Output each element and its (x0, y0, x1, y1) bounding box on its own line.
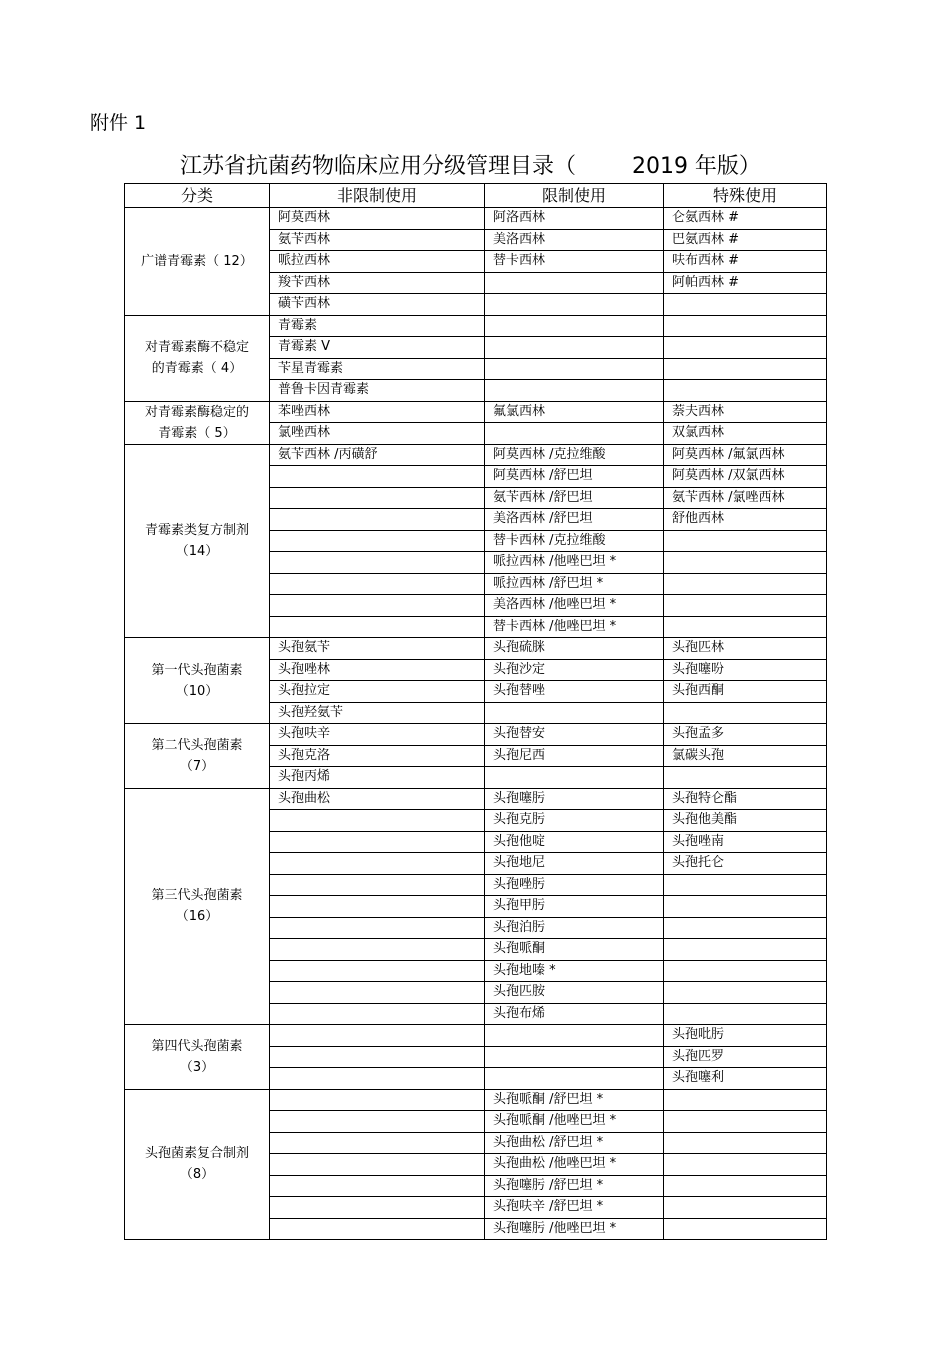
table-row (125, 1089, 827, 1111)
restricted-cell: 头孢噻肟 /他唑巴坦 * (485, 1218, 664, 1240)
special-cell: 巴氨西林 # (664, 229, 827, 251)
special-cell: 头孢托仑 (664, 853, 827, 875)
unrestricted-cell: 氯唑西林 (270, 423, 485, 445)
special-cell (664, 294, 827, 316)
special-cell (664, 315, 827, 337)
special-cell: 舒他西林 (664, 509, 827, 531)
unrestricted-cell (270, 1197, 485, 1219)
restricted-cell (485, 380, 664, 402)
special-cell (664, 982, 827, 1004)
category-cell (125, 1025, 270, 1090)
unrestricted-cell: 青霉素 V (270, 337, 485, 359)
restricted-cell (485, 767, 664, 789)
unrestricted-cell (270, 1218, 485, 1240)
special-cell (664, 1175, 827, 1197)
unrestricted-cell (270, 509, 485, 531)
special-cell: 头孢唑南 (664, 831, 827, 853)
restricted-cell (485, 272, 664, 294)
unrestricted-cell (270, 1025, 485, 1047)
category-label: （3） (179, 1059, 215, 1075)
special-cell (664, 595, 827, 617)
restricted-cell: 头孢噻肟 (485, 788, 664, 810)
special-cell: 双氯西林 (664, 423, 827, 445)
restricted-cell: 头孢布烯 (485, 1003, 664, 1025)
restricted-cell: 头孢泊肟 (485, 917, 664, 939)
unrestricted-cell: 头孢曲松 (270, 788, 485, 810)
restricted-cell: 氟氯西林 (485, 401, 664, 423)
category-cell (125, 401, 270, 444)
unrestricted-cell (270, 487, 485, 509)
restricted-cell (485, 1046, 664, 1068)
restricted-cell: 替卡西林 /克拉维酸 (485, 530, 664, 552)
restricted-cell: 头孢哌酮 /舒巴坦 * (485, 1089, 664, 1111)
restricted-cell (485, 358, 664, 380)
unrestricted-cell (270, 874, 485, 896)
special-cell (664, 1197, 827, 1219)
unrestricted-cell: 苄星青霉素 (270, 358, 485, 380)
category-label: 头孢菌素复合制剂 (144, 1146, 249, 1162)
restricted-cell: 头孢曲松 /舒巴坦 * (485, 1132, 664, 1154)
table-row (125, 638, 827, 660)
table-row (125, 724, 827, 746)
unrestricted-cell (270, 917, 485, 939)
special-cell (664, 874, 827, 896)
table-row (125, 401, 827, 423)
restricted-cell: 头孢地尼 (485, 853, 664, 875)
restricted-cell (485, 1068, 664, 1090)
special-cell (664, 573, 827, 595)
restricted-cell: 替卡西林 /他唑巴坦 * (485, 616, 664, 638)
unrestricted-cell (270, 573, 485, 595)
restricted-cell (485, 423, 664, 445)
special-cell (664, 337, 827, 359)
special-cell (664, 1218, 827, 1240)
category-label: 青霉素（ 5） (158, 425, 236, 441)
special-cell (664, 939, 827, 961)
restricted-cell: 头孢替唑 (485, 681, 664, 703)
restricted-cell: 美洛西林 /舒巴坦 (485, 509, 664, 531)
unrestricted-cell (270, 831, 485, 853)
special-cell (664, 767, 827, 789)
restricted-cell (485, 315, 664, 337)
unrestricted-cell (270, 982, 485, 1004)
unrestricted-cell: 普鲁卡因青霉素 (270, 380, 485, 402)
header-row (125, 184, 827, 208)
special-cell (664, 960, 827, 982)
header-special: 特殊使用 (664, 184, 827, 208)
unrestricted-cell: 阿莫西林 (270, 208, 485, 230)
special-cell (664, 616, 827, 638)
unrestricted-cell (270, 466, 485, 488)
special-cell (664, 552, 827, 574)
restricted-cell: 美洛西林 /他唑巴坦 * (485, 595, 664, 617)
unrestricted-cell: 头孢氨苄 (270, 638, 485, 660)
category-cell (125, 208, 270, 316)
category-label: 第一代头孢菌素 (151, 662, 243, 678)
restricted-cell: 头孢替安 (485, 724, 664, 746)
unrestricted-cell: 氨苄西林 /丙磺舒 (270, 444, 485, 466)
unrestricted-cell: 头孢克洛 (270, 745, 485, 767)
special-cell (664, 1154, 827, 1176)
unrestricted-cell: 羧苄西林 (270, 272, 485, 294)
unrestricted-cell: 哌拉西林 (270, 251, 485, 273)
category-cell (125, 1089, 270, 1240)
unrestricted-cell (270, 960, 485, 982)
restricted-cell: 头孢哌酮 (485, 939, 664, 961)
unrestricted-cell: 头孢羟氨苄 (270, 702, 485, 724)
special-cell: 阿莫西林 /氟氯西林 (664, 444, 827, 466)
special-cell: 头孢噻利 (664, 1068, 827, 1090)
restricted-cell (485, 702, 664, 724)
category-label: 青霉素类复方制剂 (144, 522, 249, 538)
restricted-cell (485, 294, 664, 316)
restricted-cell: 头孢他啶 (485, 831, 664, 853)
category-cell (125, 638, 270, 724)
special-cell (664, 1132, 827, 1154)
unrestricted-cell: 苯唑西林 (270, 401, 485, 423)
restricted-cell: 头孢地嗪 * (485, 960, 664, 982)
special-cell (664, 1089, 827, 1111)
header-restricted: 限制使用 (485, 184, 664, 208)
unrestricted-cell (270, 1132, 485, 1154)
special-cell: 头孢孟多 (664, 724, 827, 746)
unrestricted-cell (270, 616, 485, 638)
unrestricted-cell (270, 1089, 485, 1111)
restricted-cell (485, 1025, 664, 1047)
category-cell (125, 788, 270, 1025)
special-cell: 头孢特仑酯 (664, 788, 827, 810)
unrestricted-cell (270, 595, 485, 617)
special-cell (664, 1111, 827, 1133)
special-cell: 呋布西林 # (664, 251, 827, 273)
restricted-cell: 头孢匹胺 (485, 982, 664, 1004)
attachment-label: 附件 1 (90, 112, 147, 134)
unrestricted-cell (270, 552, 485, 574)
category-label: 对青霉素酶不稳定 (144, 340, 249, 355)
special-cell: 头孢匹罗 (664, 1046, 827, 1068)
category-cell (125, 724, 270, 789)
restricted-cell: 哌拉西林 /舒巴坦 * (485, 573, 664, 595)
restricted-cell (485, 337, 664, 359)
special-cell: 氨苄西林 /氯唑西林 (664, 487, 827, 509)
special-cell: 阿莫西林 /双氯西林 (664, 466, 827, 488)
table-row (125, 444, 827, 466)
restricted-cell: 阿莫西林 /克拉维酸 (485, 444, 664, 466)
special-cell: 头孢他美酯 (664, 810, 827, 832)
unrestricted-cell (270, 896, 485, 918)
special-cell (664, 917, 827, 939)
unrestricted-cell (270, 1111, 485, 1133)
special-cell (664, 702, 827, 724)
category-label: 第二代头孢菌素 (151, 737, 243, 753)
unrestricted-cell (270, 1175, 485, 1197)
category-label: 广谱青霉素（ 12） (141, 253, 253, 269)
special-cell: 头孢噻吩 (664, 659, 827, 681)
page-title: 江苏省抗菌药物临床应用分级管理目录（ 2019 年版） (180, 154, 761, 179)
restricted-cell: 美洛西林 (485, 229, 664, 251)
special-cell (664, 358, 827, 380)
category-cell (125, 315, 270, 401)
category-label: 的青霉素（ 4） (151, 361, 243, 376)
header-category: 分类 (125, 184, 270, 208)
category-label: （8） (179, 1167, 215, 1183)
restricted-cell: 阿莫西林 /舒巴坦 (485, 466, 664, 488)
restricted-cell: 氨苄西林 /舒巴坦 (485, 487, 664, 509)
restricted-cell: 头孢尼西 (485, 745, 664, 767)
restricted-cell: 头孢哌酮 /他唑巴坦 * (485, 1111, 664, 1133)
special-cell (664, 380, 827, 402)
category-label: （16） (175, 909, 219, 925)
unrestricted-cell (270, 1068, 485, 1090)
special-cell (664, 1003, 827, 1025)
category-label: 第三代头孢菌素 (151, 888, 243, 904)
restricted-cell: 头孢唑肟 (485, 874, 664, 896)
restricted-cell: 头孢硫脒 (485, 638, 664, 660)
restricted-cell: 头孢沙定 (485, 659, 664, 681)
unrestricted-cell (270, 810, 485, 832)
header-unrestricted: 非限制使用 (270, 184, 485, 208)
unrestricted-cell: 氨苄西林 (270, 229, 485, 251)
unrestricted-cell: 磺苄西林 (270, 294, 485, 316)
unrestricted-cell: 头孢呋辛 (270, 724, 485, 746)
unrestricted-cell (270, 530, 485, 552)
restricted-cell: 头孢克肟 (485, 810, 664, 832)
unrestricted-cell: 头孢拉定 (270, 681, 485, 703)
special-cell: 仑氨西林 # (664, 208, 827, 230)
special-cell: 头孢西酮 (664, 681, 827, 703)
restricted-cell: 替卡西林 (485, 251, 664, 273)
unrestricted-cell: 头孢唑林 (270, 659, 485, 681)
restricted-cell: 阿洛西林 (485, 208, 664, 230)
unrestricted-cell (270, 853, 485, 875)
unrestricted-cell (270, 1154, 485, 1176)
category-cell (125, 444, 270, 638)
special-cell: 氯碳头孢 (664, 745, 827, 767)
restricted-cell: 头孢呋辛 /舒巴坦 * (485, 1197, 664, 1219)
category-label: （7） (179, 758, 215, 774)
unrestricted-cell (270, 1003, 485, 1025)
special-cell (664, 530, 827, 552)
category-label: （14） (175, 543, 219, 559)
special-cell (664, 896, 827, 918)
special-cell: 阿帕西林 # (664, 272, 827, 294)
category-label: （10） (175, 683, 219, 699)
unrestricted-cell: 青霉素 (270, 315, 485, 337)
restricted-cell: 哌拉西林 /他唑巴坦 * (485, 552, 664, 574)
special-cell: 头孢吡肟 (664, 1025, 827, 1047)
unrestricted-cell (270, 939, 485, 961)
unrestricted-cell: 头孢丙烯 (270, 767, 485, 789)
table-row (125, 315, 827, 337)
category-label: 第四代头孢菌素 (151, 1038, 243, 1054)
special-cell: 萘夫西林 (664, 401, 827, 423)
catalog-body (125, 208, 827, 1240)
restricted-cell: 头孢噻肟 /舒巴坦 * (485, 1175, 664, 1197)
drug-catalog-table (124, 183, 827, 1240)
restricted-cell: 头孢甲肟 (485, 896, 664, 918)
unrestricted-cell (270, 1046, 485, 1068)
special-cell: 头孢匹林 (664, 638, 827, 660)
restricted-cell: 头孢曲松 /他唑巴坦 * (485, 1154, 664, 1176)
table-row (125, 1025, 827, 1047)
category-label: 对青霉素酶稳定的 (144, 404, 249, 420)
table-row (125, 208, 827, 230)
table-row (125, 788, 827, 810)
